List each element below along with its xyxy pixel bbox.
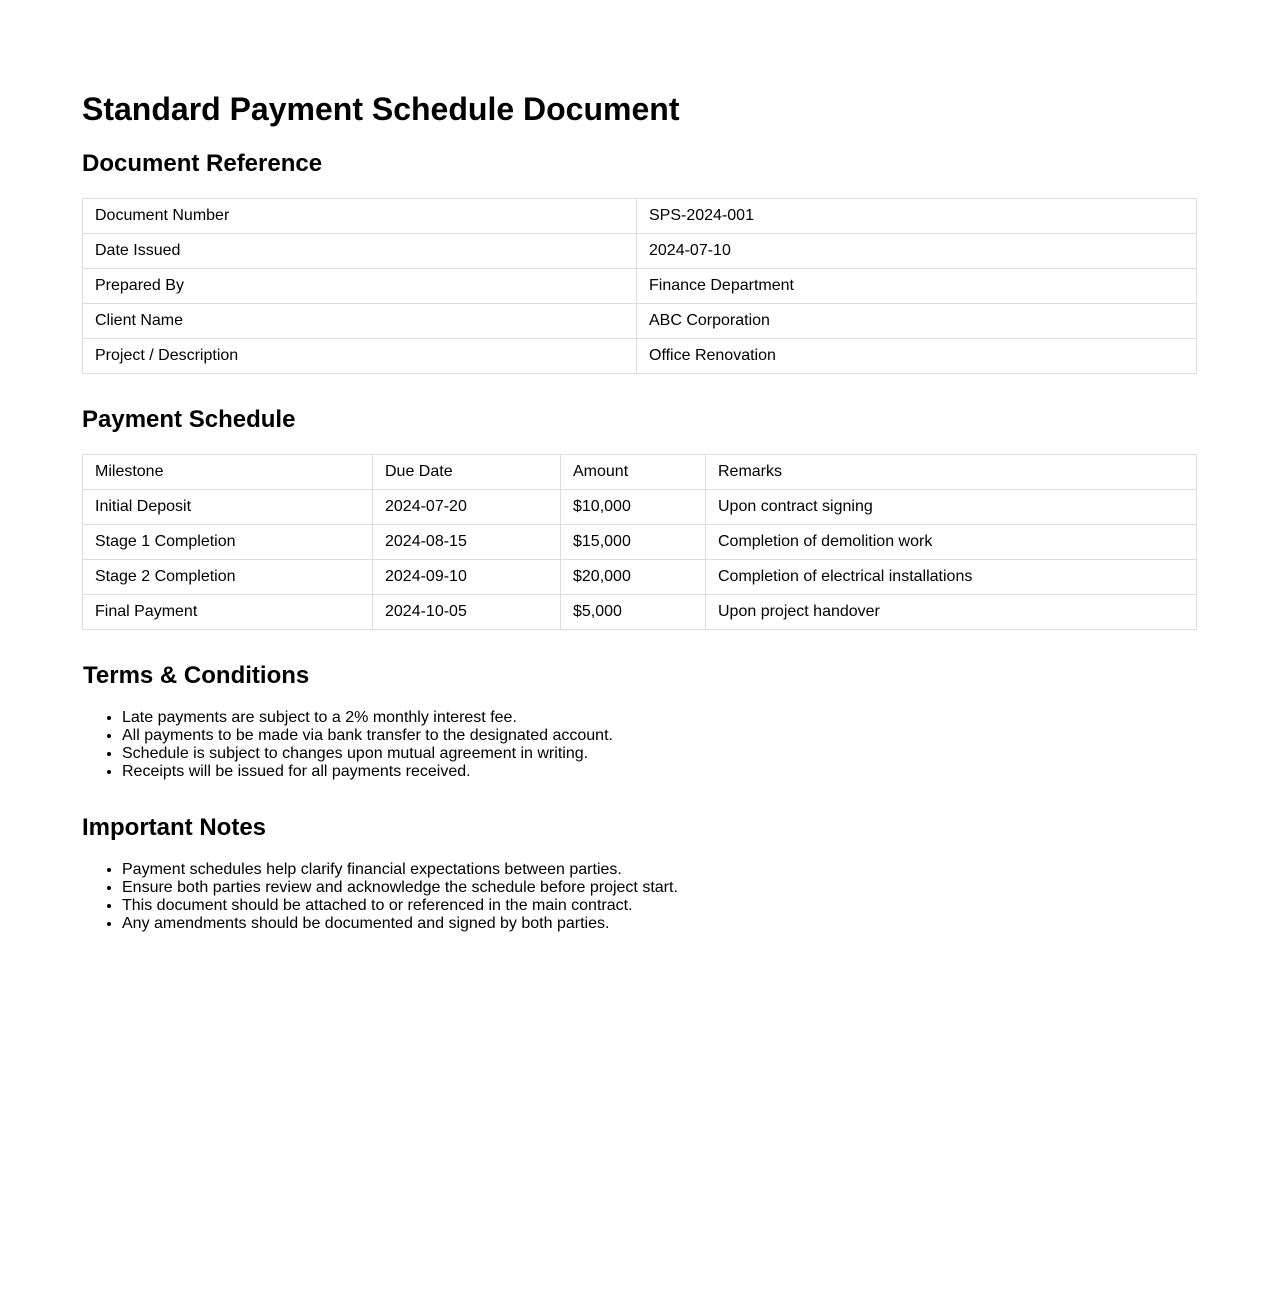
- amount-cell: $10,000: [561, 490, 706, 525]
- remarks-cell: Completion of demolition work: [706, 525, 1197, 560]
- schedule-table: [82, 454, 1197, 630]
- column-header-remarks: Remarks: [706, 455, 1197, 490]
- column-header-milestone: Milestone: [83, 455, 373, 490]
- amount-cell: $15,000: [561, 525, 706, 560]
- list-item: • This document should be attached to or referenced in the main contract.: [122, 897, 1122, 915]
- document-title: Standard Payment Schedule Document: [82, 91, 680, 127]
- list-item: • Late payments are subject to a 2% monthly interest fee.: [122, 709, 1122, 727]
- list-item: • Payment schedules help clarify financial expectations between parties.: [122, 861, 1122, 879]
- reference-label: Date Issued: [83, 234, 637, 269]
- table-row: [83, 490, 1197, 525]
- notes-list: [82, 861, 1122, 933]
- reference-heading: Document Reference: [82, 150, 323, 177]
- list-item: • All payments to be made via bank transfer to the designated account.: [122, 727, 1122, 745]
- table-row: [83, 234, 1197, 269]
- table-row: [83, 525, 1197, 560]
- reference-value: SPS-2024-001: [637, 199, 1197, 234]
- list-item: • Receipts will be issued for all payments received.: [122, 763, 1122, 781]
- list-item: • Any amendments should be documented and signed by both parties.: [122, 915, 1122, 933]
- table-row: [83, 304, 1197, 339]
- milestone-cell: Initial Deposit: [83, 490, 373, 525]
- reference-value: Office Renovation: [637, 339, 1197, 374]
- list-item: • Schedule is subject to changes upon mutual agreement in writing.: [122, 745, 1122, 763]
- notes-heading: Important Notes: [82, 814, 267, 841]
- remarks-cell: Upon contract signing: [706, 490, 1197, 525]
- due-date-cell: 2024-08-15: [373, 525, 561, 560]
- table-row: [83, 269, 1197, 304]
- due-date-cell: 2024-07-20: [373, 490, 561, 525]
- reference-value: 2024-07-10: [637, 234, 1197, 269]
- table-header-row: [83, 455, 1197, 490]
- milestone-cell: Stage 1 Completion: [83, 525, 373, 560]
- list-item: • Ensure both parties review and acknowledge the schedule before project start.: [122, 879, 1122, 897]
- table-row: [83, 199, 1197, 234]
- column-header-amount: Amount: [561, 455, 706, 490]
- amount-cell: $5,000: [561, 595, 706, 630]
- reference-label: Client Name: [83, 304, 637, 339]
- remarks-cell: Upon project handover: [706, 595, 1197, 630]
- milestone-cell: Stage 2 Completion: [83, 560, 373, 595]
- milestone-cell: Final Payment: [83, 595, 373, 630]
- table-row: [83, 560, 1197, 595]
- column-header-due-date: Due Date: [373, 455, 561, 490]
- reference-label: Prepared By: [83, 269, 637, 304]
- terms-heading: Terms & Conditions: [83, 662, 310, 689]
- reference-table: [82, 198, 1197, 374]
- reference-value: ABC Corporation: [637, 304, 1197, 339]
- terms-list: [82, 709, 1122, 781]
- schedule-heading: Payment Schedule: [82, 406, 296, 433]
- reference-label: Document Number: [83, 199, 637, 234]
- due-date-cell: 2024-10-05: [373, 595, 561, 630]
- due-date-cell: 2024-09-10: [373, 560, 561, 595]
- reference-label: Project / Description: [83, 339, 637, 374]
- remarks-cell: Completion of electrical installations: [706, 560, 1197, 595]
- table-row: [83, 595, 1197, 630]
- table-row: [83, 339, 1197, 374]
- reference-value: Finance Department: [637, 269, 1197, 304]
- amount-cell: $20,000: [561, 560, 706, 595]
